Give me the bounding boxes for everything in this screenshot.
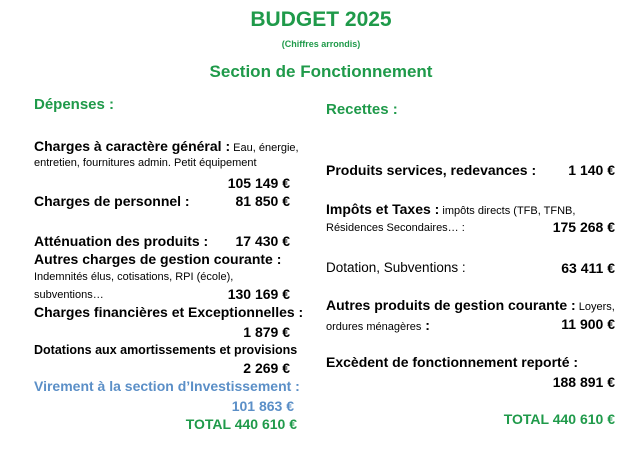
page-subtitle: (Chiffres arrondis)	[281, 39, 361, 49]
produits-services-amount: 1 140 €	[568, 162, 615, 178]
dotations-label: Dotations aux amortissements et provisions	[34, 343, 298, 357]
impots-amount: 175 268 €	[552, 219, 615, 235]
depenses-heading: Dépenses :	[34, 96, 115, 113]
produits-services-label: Produits services, redevances :	[326, 162, 537, 178]
excedent-label: Excèdent de fonctionnement reporté :	[326, 354, 579, 370]
attenuation-label: Atténuation des produits :	[34, 233, 209, 249]
charges-personnel-amount: 81 850 €	[235, 193, 290, 209]
autres-charges-amount: 130 169 €	[227, 286, 290, 302]
depenses-total: TOTAL 440 610 €	[185, 416, 297, 432]
charges-generales-line	[34, 138, 299, 156]
autres-produits-label: Autres produits de gestion courante :	[326, 297, 576, 313]
impots-detail-2: Résidences Secondaires… :	[326, 222, 465, 234]
virement-amount: 101 863 €	[231, 398, 294, 414]
charges-personnel-label: Charges de personnel :	[34, 193, 190, 209]
recettes-total: TOTAL 440 610 €	[503, 411, 615, 427]
autres-produits-line	[326, 297, 615, 315]
autres-produits-line-2	[326, 317, 430, 335]
virement-label: Virement à la section d’Investissement :	[34, 378, 300, 394]
excedent-amount: 188 891 €	[552, 374, 615, 390]
dotations-amount: 2 269 €	[243, 360, 290, 376]
autres-charges-label: Autres charges de gestion courante :	[34, 251, 282, 267]
attenuation-amount: 17 430 €	[235, 233, 290, 249]
autres-produits-amount: 11 900 €	[561, 316, 615, 332]
charges-generales-amount: 105 149 €	[227, 175, 290, 191]
impots-line	[326, 201, 575, 219]
dotation-label: Dotation, Subventions :	[326, 260, 466, 275]
autres-charges-detail-1: Indemnités élus, cotisations, RPI (école),	[34, 271, 234, 283]
impots-detail: impôts directs (TFB, TFNB,	[439, 205, 576, 217]
section-title: Section de Fonctionnement	[209, 62, 433, 81]
autres-charges-detail-2: subventions…	[34, 289, 104, 301]
recettes-heading: Recettes :	[326, 101, 398, 118]
dotation-amount: 63 411 €	[561, 260, 615, 276]
charges-financieres-amount: 1 879 €	[243, 324, 290, 340]
charges-financieres-label: Charges financières et Exceptionnelles :	[34, 304, 304, 320]
autres-produits-detail: Loyers,	[575, 301, 615, 313]
impots-label: Impôts et Taxes :	[326, 201, 440, 217]
page-title: BUDGET 2025	[250, 8, 392, 31]
autres-produits-colon: :	[421, 317, 430, 333]
charges-generales-label: Charges à caractère général :	[34, 138, 231, 154]
autres-produits-detail-2: ordures ménagères	[326, 321, 422, 333]
charges-generales-detail-2: entretien, fournitures admin. Petit équipement	[34, 157, 257, 169]
charges-generales-detail: Eau, énergie,	[230, 142, 299, 154]
